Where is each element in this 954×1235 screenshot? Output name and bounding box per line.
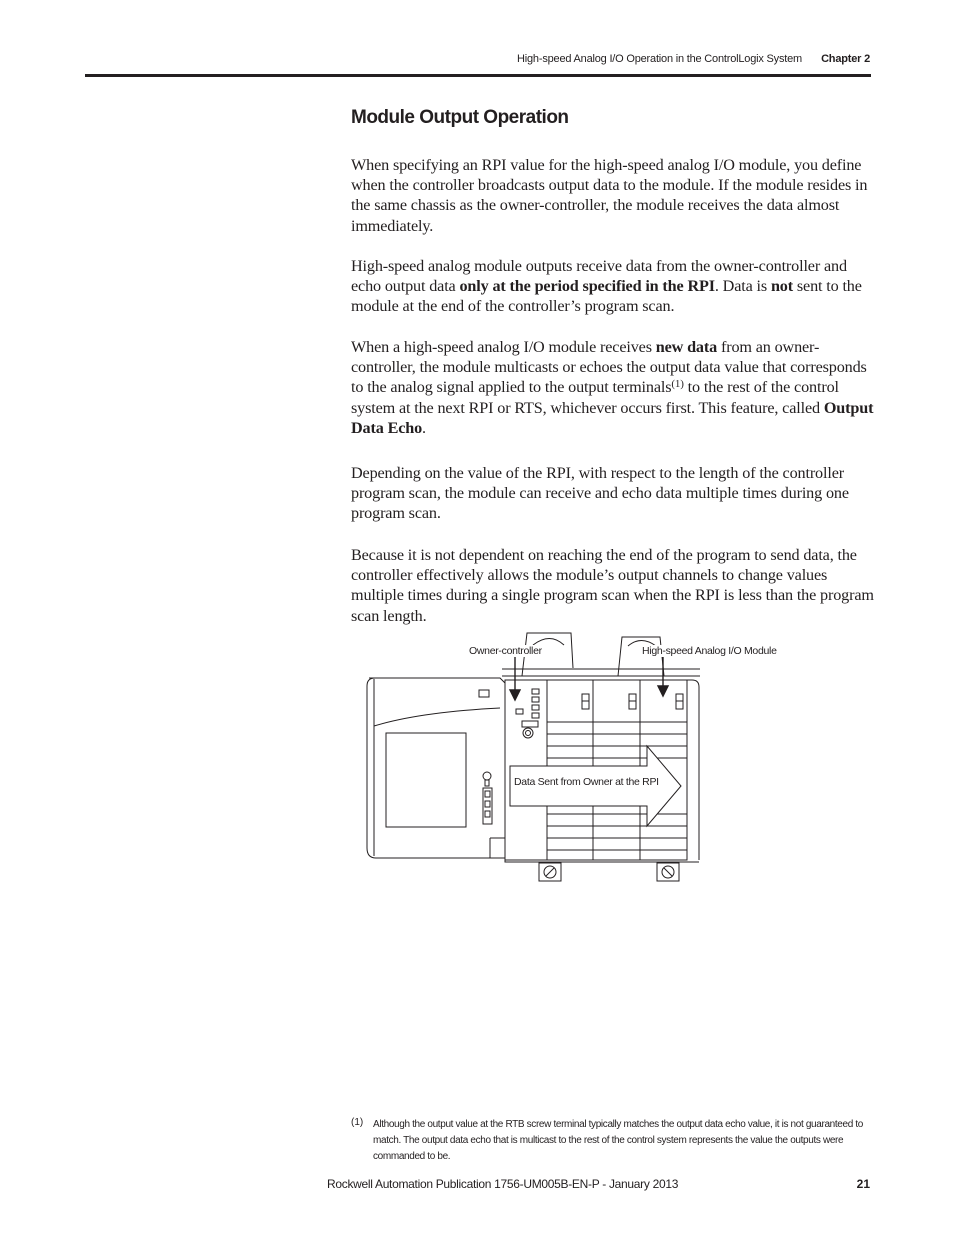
owner-controller-label: Owner-controller	[469, 645, 542, 657]
header-rule	[85, 74, 871, 77]
emphasis-output-data-echo: Output Data Echo	[351, 398, 874, 437]
running-header-chapter: Chapter 2	[821, 53, 870, 65]
power-supply	[367, 678, 505, 858]
chassis-figure	[360, 630, 777, 886]
owner-pointer-arrowhead	[510, 690, 520, 700]
running-header-title: High-speed Analog I/O Operation in the ControlLogix System	[517, 53, 802, 65]
footnote-reference[interactable]: (1)	[671, 378, 684, 391]
paragraph-output-data-echo: When a high-speed analog I/O module receives new data from an owner-controller, the module multicasts or echoes the output data value that corresponds to the analog signal applied to the output terminals$^{(1)}$ to the rest of the control system at the next RPI or RTS, whichever occurs first. This feature, called Output Data Echo.	[351, 338, 874, 437]
emphasis-new-data: new data	[655, 338, 718, 356]
paragraph-rpi-scan-relation: Depending on the value of the RPI, with respect to the length of the controller program scan, the module can receive and echo data multiple times during one program scan.	[351, 464, 849, 523]
paragraph-output-period: High-speed analog module outputs receive data from the owner-controller and echo output data only at the period specified in the RPI. Data is not sent to the module at the end of the controller’s program scan.	[351, 257, 862, 316]
chassis-illustration	[360, 630, 720, 886]
footnote-text: Although the output value at the RTB screw terminal typically matches the output data echo value, it is not guaranteed to match. The output data echo that is multicast to the rest of the control system represents the value the outputs were commanded to be.	[373, 1119, 864, 1162]
data-flow-label: Data Sent from Owner at the RPI	[514, 776, 659, 788]
paragraph-multiple-changes: Because it is not dependent on reaching the end of the program to send data, the controller effectively allows the module’s output channels to change values multiple times during a single program scan when the RPI is less than the program scan length.	[351, 546, 874, 625]
footnote-marker: (1)	[351, 1117, 364, 1128]
emphasis-not: not	[770, 277, 793, 296]
module-pointer-arrowhead	[658, 686, 668, 696]
page-number: 21	[856, 1177, 870, 1191]
analog-module-label: High-speed Analog I/O Module	[642, 645, 777, 657]
footer-publication: Rockwell Automation Publication 1756-UM005B-EN-P - January 2013	[327, 1177, 679, 1191]
emphasis-rpi-period: only at the period specified in the RPI	[459, 277, 715, 296]
section-heading: Module Output Operation	[351, 107, 569, 128]
paragraph-rpi-definition: When specifying an RPI value for the high-speed analog I/O module, you define when the controller broadcasts output data to the module. If the module resides in the same chassis as the owner-controller, the module receives the data almost immediately.	[351, 156, 868, 235]
